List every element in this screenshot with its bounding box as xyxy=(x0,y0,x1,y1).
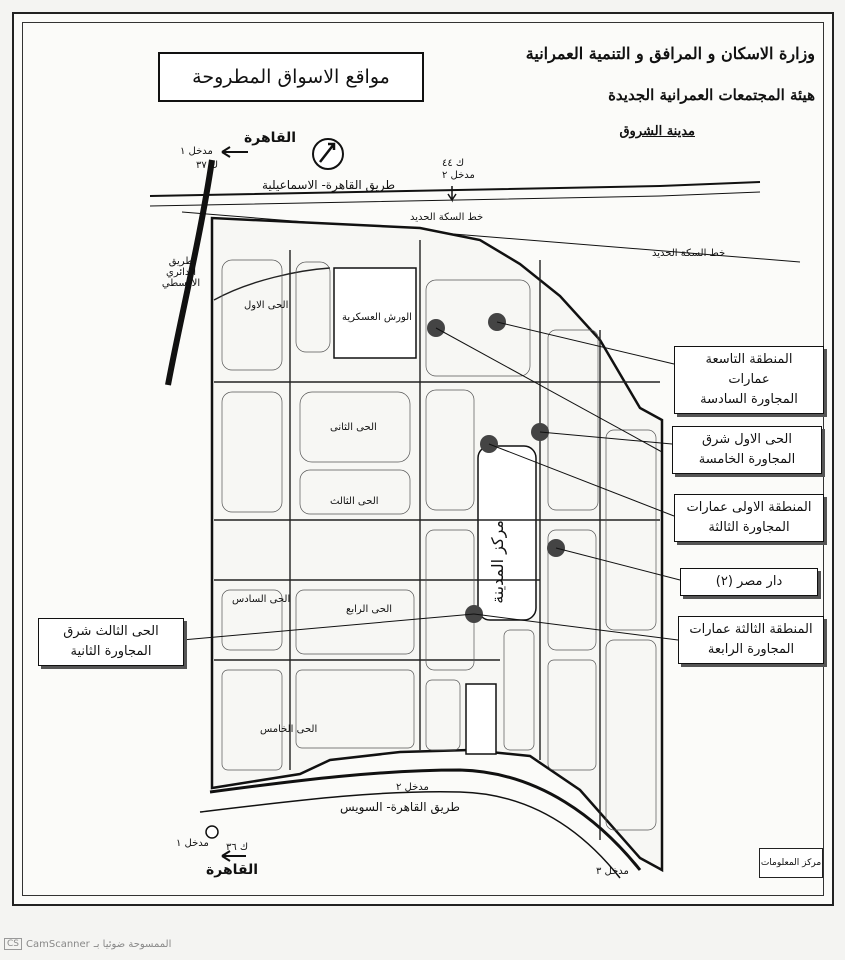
callout-9th-zone-line2: المجاورة السادسة xyxy=(700,392,798,407)
district-4-label: الحى الرابع xyxy=(346,604,393,615)
km44-label: ك ٤٤ xyxy=(442,158,465,169)
railway-label-2: خط السكة الحديد xyxy=(652,248,726,259)
callout-3rd-zone-line2: المجاورة الرابعة xyxy=(707,642,795,657)
cairo-top-label: القاهرة xyxy=(244,130,297,146)
park-block xyxy=(466,684,496,754)
city-center-block xyxy=(478,446,536,620)
entrance1-top-label: مدخل ١ xyxy=(180,146,213,157)
map-title: مواقع الاسواق المطروحة xyxy=(158,52,424,102)
workshops-label: الورش العسكرية xyxy=(342,312,412,323)
entrance1-marker-icon xyxy=(206,826,218,838)
callout-1st-zone-line2: المجاورة الثالثة xyxy=(708,520,790,535)
cairo-ismailia-label: طريق القاهرة- الاسماعيلية xyxy=(262,178,396,192)
km36-label: ك ٣٦ xyxy=(226,842,249,853)
km37-label: ك ٣٧ xyxy=(196,160,219,171)
entrance2-bottom-label: مدخل ٢ xyxy=(396,782,429,793)
callout-dar-misr xyxy=(680,568,818,596)
camscanner-logo-icon: CS xyxy=(4,938,22,950)
district-2-label: الحى الثانى xyxy=(330,422,377,433)
callout-3rd-east-line1: الحى الثالث شرق xyxy=(63,624,159,639)
entrance3-label: مدخل ٣ xyxy=(596,866,629,877)
info-center-box: مركز المعلومات xyxy=(759,848,823,878)
ministry-heading: وزارة الاسكان و المرافق و التنمية العمرانية xyxy=(525,44,815,63)
city-heading: مدينة الشروق xyxy=(619,124,695,139)
authority-heading: هيئة المجتمعات العمرانية الجديدة xyxy=(608,86,815,104)
city-center-label: مركز المدينة xyxy=(488,520,507,604)
camscanner-app-label: CamScanner xyxy=(26,938,90,950)
callout-3rd-east xyxy=(38,618,184,666)
callout-3rd-zone xyxy=(678,616,824,664)
callout-1st-zone xyxy=(674,494,824,542)
callout-dar-misr-line1: دار مصر (٢) xyxy=(715,574,783,589)
callout-3rd-east-line2: المجاورة الثانية xyxy=(70,644,152,659)
callout-1st-east xyxy=(672,426,822,474)
callout-9th-zone xyxy=(674,346,824,414)
arrow-entrance2-icon xyxy=(448,186,456,200)
entrance2-top-label: مدخل ٢ xyxy=(442,170,475,181)
cairo-bottom-label: القاهرة xyxy=(206,862,259,878)
scanner-footer xyxy=(4,938,171,950)
railway-label: خط السكة الحديد xyxy=(410,212,484,223)
cairo-suez-label: طريق القاهرة- السويس xyxy=(340,800,460,814)
cairo-ismailia-road xyxy=(150,182,760,196)
callout-1st-zone-line1: المنطقة الاولى عمارات xyxy=(686,500,812,515)
district-3-label: الحى الثالث xyxy=(330,496,379,507)
callout-1st-east-line2: المجاورة الخامسة xyxy=(698,452,796,467)
ring-road-label: طريق الدائري الاوسطي xyxy=(161,256,201,289)
callout-9th-zone-line1: المنطقة التاسعة عمارات xyxy=(705,352,793,387)
city-boundary xyxy=(212,218,662,870)
arrow-cairo-top-icon xyxy=(222,147,248,157)
entrance1-bottom-label: مدخل ١ xyxy=(176,838,209,849)
callout-3rd-zone-line1: المنطقة الثالثة عمارات xyxy=(689,622,813,637)
district-1-label: الحى الاول xyxy=(244,300,289,311)
district-6-label: الحى السادس xyxy=(232,594,291,605)
camscanner-note: الممسوحة ضوئيا بـ xyxy=(93,938,172,950)
callout-1st-east-line1: الحى الاول شرق xyxy=(702,432,792,447)
district-5-label: الحى الخامس xyxy=(260,724,318,735)
